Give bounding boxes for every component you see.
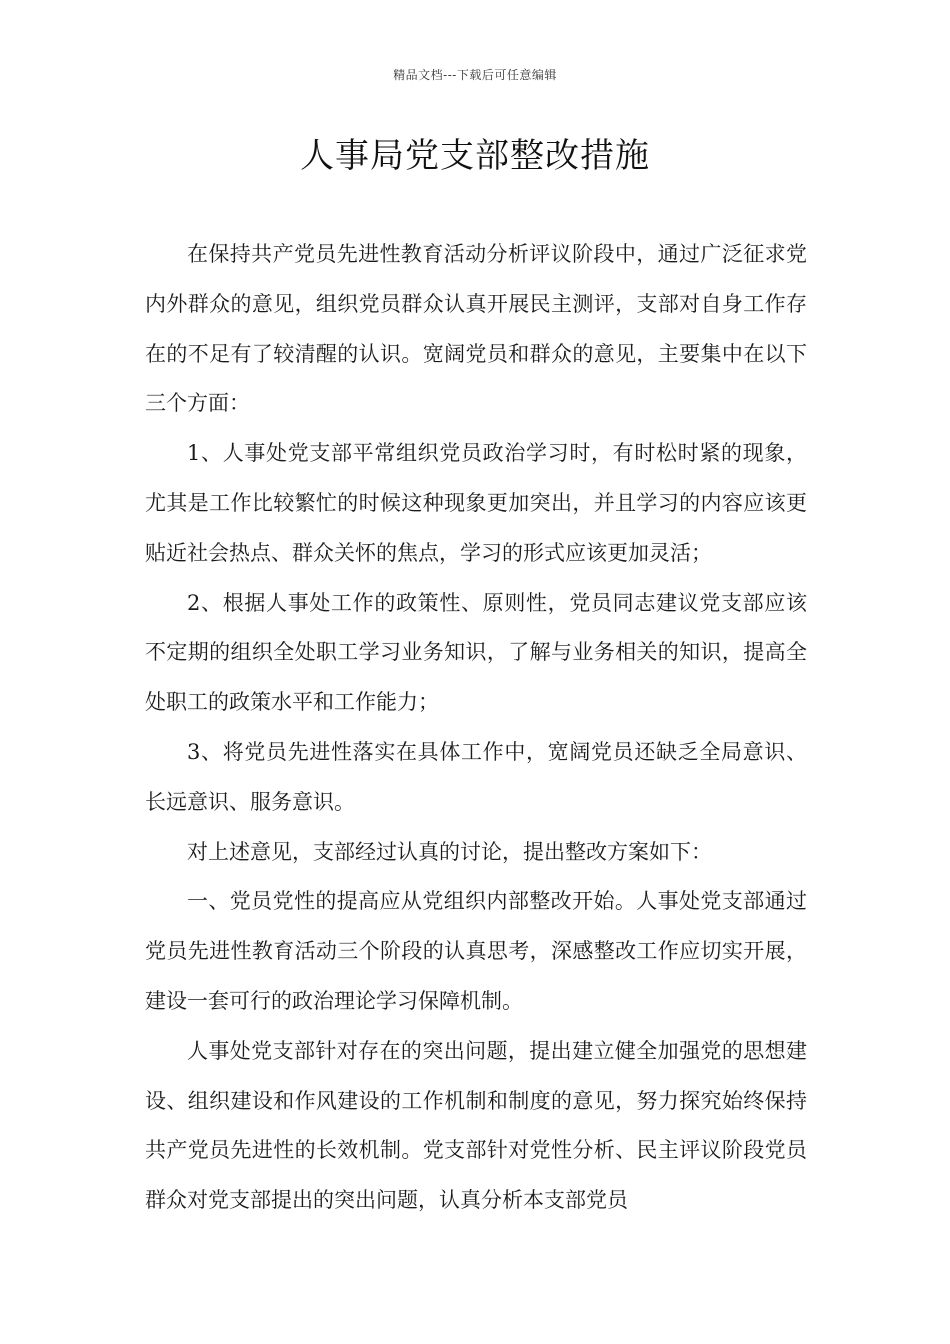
paragraph-intro: 在保持共产党员先进性教育活动分析评议阶段中，通过广泛征求党内外群众的意见，组织党员群众认真开展民主测评，支部对自身工作存在的不足有了较清醒的认识。宽阔党员和群众的意见，主要集中在以下三个方面：: [145, 242, 807, 416]
paragraph-measure-1: 一、党员党性的提高应从党组织内部整改开始。人事处党支部通过党员先进性教育活动三个阶段的认真思考，深感整改工作应切实开展，建设一套可行的政治理论学习保障机制。: [145, 889, 807, 1013]
paragraph-plan-intro: 对上述意见，支部经过认真的讨论，提出整改方案如下：: [187, 839, 712, 864]
paragraph-point-1: 1、人事处党支部平常组织党员政治学习时，有时松时紧的现象，尤其是工作比较繁忙的时候这种现象更加突出，并且学习的内容应该更贴近社会热点、群众关怀的焦点，学习的形式应该更加灵活；: [145, 441, 807, 565]
paragraph-measure-detail: 人事处党支部针对存在的突出问题，提出建立健全加强党的思想建设、组织建设和作风建设的工作机制和制度的意见，努力探究始终保持共产党员先进性的长效机制。党支部针对党性分析、民主评议阶段党员群众对党支部提出的突出问题，认真分析本支部党员: [145, 1038, 807, 1213]
header-note: 精品文档---下载后可任意编辑: [393, 68, 557, 82]
document-title: 人事局党支部整改措施: [300, 136, 650, 176]
paragraph-point-2: 2、根据人事处工作的政策性、原则性，党员同志建议党支部应该不定期的组织全处职工学习业务知识，了解与业务相关的知识，提高全处职工的政策水平和工作能力；: [145, 590, 807, 715]
document-body: [145, 230, 807, 1226]
paragraph-point-3: 3、将党员先进性落实在具体工作中，宽阔党员还缺乏全局意识、长远意识、服务意识。: [145, 739, 807, 814]
